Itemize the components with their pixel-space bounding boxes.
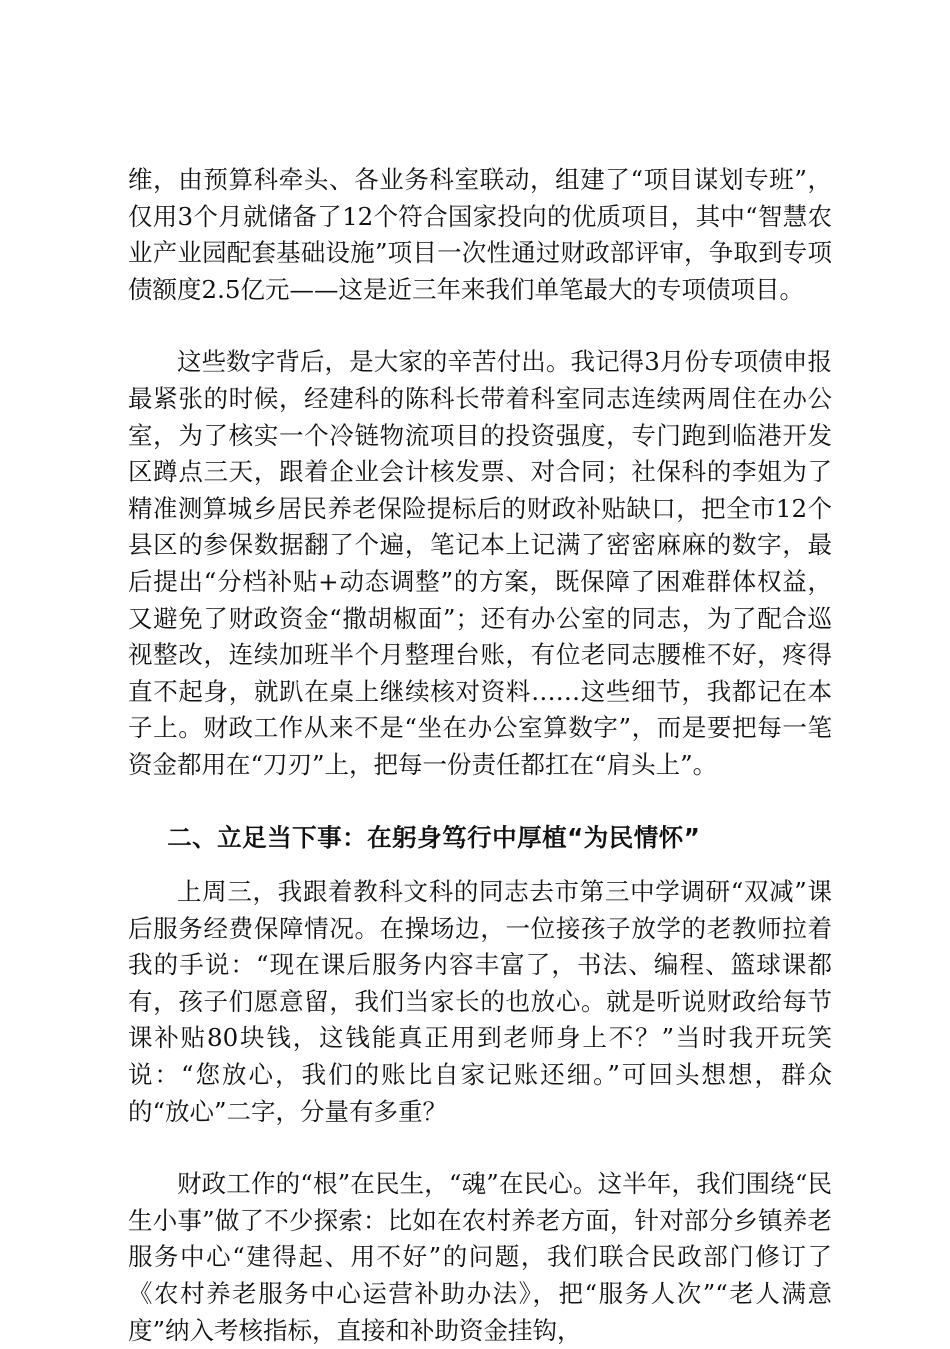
section-heading-2: 二、立足当下事：在躬身笃行中厚植“为民情怀”	[167, 822, 701, 852]
paragraph-project-planning: 维，由预算科牵头、各业务科室联动，组建了“项目谋划专班”，仅用3个月就储备了12个符合国家投向的优质项目，其中“智慧农业产业园配套基础设施”项目一次性通过财政部评审，争取到专项债额度2.5亿元——这是近三年来我们单笔最大的专项债项目。	[128, 165, 832, 304]
paragraph-spacer	[128, 856, 832, 874]
paragraph-spacer	[128, 1130, 832, 1166]
paragraph-school-visit: 上周三，我跟着教科文科的同志去市第三中学调研“双减”课后服务经费保障情况。在操场边，一位接孩子放学的老教师拉着我的手说：“现在课后服务内容丰富了，书法、编程、篮球课都有，孩子们愿意留，我们当家长的也放心。就是听说财政给每节课补贴80块钱，这钱能真正用到老师身上不？”当时我开玩笑说：“您放心，我们的账比自家记账还细。”可回头想想，群众的“放心”二字，分量有多重？	[128, 877, 832, 1126]
paragraph-staff-efforts: 这些数字背后，是大家的辛苦付出。我记得3月份专项债申报最紧张的时候，经建科的陈科长带着科室同志连续两周住在办公室，为了核实一个冷链物流项目的投资强度，专门跑到临港开发区蹲点三天，跟着企业会计核发票、对合同；社保科的李姐为了精准测算城乡居民养老保险提标后的财政补贴缺口，把全市12个县区的参保数据翻了个遍，笔记本上记满了密密麻麻的数字，最后提出“分档补贴+动态调整”的方案，既保障了困难群体权益，又避免了财政资金“撒胡椒面”；还有办公室的同志，为了配合巡视整改，连续加班半个月整理台账，有位老同志腰椎不好，疼得直不起身，就趴在桌上继续核对资料……这些细节，我都记在本子上。财政工作从来不是“坐在办公室算数字”，而是要把每一笔资金都用在“刀刃”上，把每一份责任都扛在“肩头上”。	[128, 347, 832, 779]
paragraph-spacer	[128, 784, 832, 820]
paragraph-livelihood: 财政工作的“根”在民生，“魂”在民心。这半年，我们围绕“民生小事”做了不少探索：比如在农村养老方面，针对部分乡镇养老服务中心“建得起、用不好”的问题，我们联合民政部门修订了《农村养老服务中心运营补助办法》，把“服务人次”“老人满意度”纳入考核指标，直接和补助资金挂钩，	[128, 1169, 832, 1345]
document-body	[128, 162, 832, 1349]
paragraph-spacer	[128, 308, 832, 344]
